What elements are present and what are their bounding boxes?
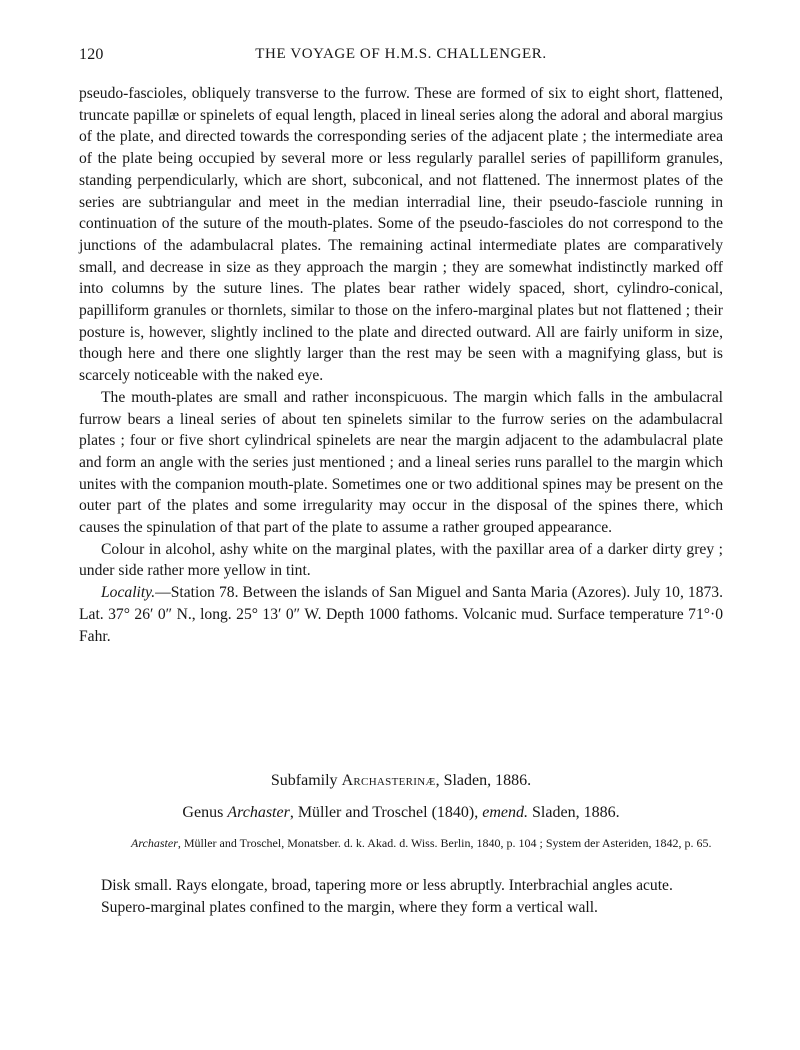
species-description xyxy=(79,83,723,647)
genus-prefix: Genus xyxy=(182,804,228,821)
genus-emend: emend. xyxy=(482,804,529,821)
reference-citation: , Müller and Troschel, Monatsber. d. k. Akad. d. Wiss. Berlin, 1840, p. 104 ; System der Asteriden, 1842, p. 65. xyxy=(177,836,712,850)
running-head xyxy=(79,46,723,70)
running-title: THE VOYAGE OF H.M.S. CHALLENGER. xyxy=(255,46,547,62)
genus-suffix: Sladen, 1886. xyxy=(528,804,620,821)
locality-label: Locality. xyxy=(101,584,156,602)
genus-reference xyxy=(131,835,723,852)
subfamily-prefix: Subfamily xyxy=(270,772,342,789)
diagnosis-paragraph-2: Supero-marginal plates confined to the margin, where they form a vertical wall. xyxy=(101,899,598,916)
genus-name: Archaster xyxy=(227,804,290,821)
reference-genus: Archaster xyxy=(131,836,178,850)
locality-text: —Station 78. Between the islands of San Miguel and Santa Maria (Azores). July 10, 1873. Lat. 37° 26′ 0″ N., long. 25° 13′ 0″ W. Depth 1000 fathoms. Volcanic mud. Surface temperature 71°·0 Fahr. xyxy=(79,584,723,645)
description-paragraph-2: The mouth-plates are small and rather inconspicuous. The margin which falls in the ambulacral furrow bears a lineal series of about ten spinelets similar to the furrow series on the adambulacral plates ; four or five short cylindrical spinelets are near the margin adjacent to the adambulacral plate and form an angle with the series just mentioned ; and a lineal series runs parallel to the margin which unites with the companion mouth-plate. Sometimes one or two additional spines may be present on the outer part of the plates and some irregularity may occur in the disposal of the spines there, which causes the spinulation of that part of the plate to assume a rather grouped appearance. xyxy=(79,388,723,537)
subfamily-suffix: , Sladen, 1886. xyxy=(435,772,532,789)
genus-authority: , Müller and Troschel (1840), xyxy=(289,804,483,821)
reference-text-block xyxy=(131,835,723,852)
genus-heading xyxy=(79,802,723,824)
colour-paragraph: Colour in alcohol, ashy white on the marginal plates, with the paxillar area of a darker dirty grey ; under side rather more yellow in tint. xyxy=(79,540,723,580)
page-number: 120 xyxy=(79,46,104,63)
description-paragraph-1: pseudo-fascioles, obliquely transverse to the furrow. These are formed of six to eight short, flattened, truncate papillæ or spinelets of equal length, placed in lineal series along the adoral and aboral margius of the plate, and directed towards the corresponding series of the adjacent plate ; the intermediate area of the plate being occupied by several more or less regularly parallel series of papilliform granules, standing perpendicularly, which are short, subconical, and not flattened. The innermost plates of the series are subtriangular and meet in the median interradial line, their pseudo-fasciole running in continuation of the suture of the mouth-plates. Some of the pseudo-fascioles do not correspond to the junctions of the adambulacral plates. The remaining actinal intermediate plates are comparatively small, and decrease in size as they approach the margin ; they are somewhat indistinctly marked off into columns by the suture lines. The plates bear rather widely spaced, short, cylindro-conical, papilliform granules or thornlets, similar to those on the infero-marginal plates but not flattened ; their posture is, however, slightly inclined to the plate and directed outward. All are fairly uniform in size, though here and there one slightly larger than the rest may be seen with a magnifying glass, but is scarcely noticeable with the naked eye. xyxy=(79,85,723,385)
diagnosis-paragraph-1: Disk small. Rays elongate, broad, tapering more or less abruptly. Interbrachial angles acute. xyxy=(101,877,673,894)
subfamily-heading xyxy=(79,770,723,792)
subfamily-name: Archasterinæ xyxy=(341,772,436,789)
genus-diagnosis xyxy=(79,875,723,919)
locality-paragraph xyxy=(79,582,723,647)
